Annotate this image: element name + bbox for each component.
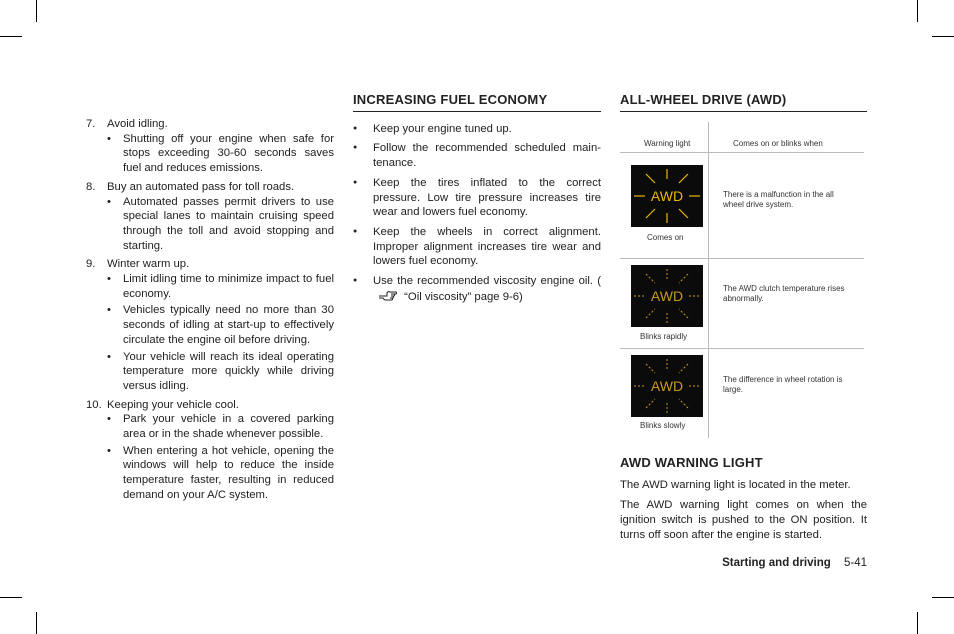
bullet-text: Use the recommended viscosity engine oil. ( xyxy=(373,275,601,288)
page-number: 5-41 xyxy=(843,557,867,569)
crop-mark xyxy=(917,612,918,634)
crop-mark xyxy=(0,597,22,598)
sub-bullet: • Shutting off your engine when safe for stops exceeding 30-60 seconds saves fuel and reduces emissions. xyxy=(86,132,334,176)
item-number: 10. xyxy=(86,398,102,411)
bullet-item: ● Keep the wheels in correct alignment. Improper alignment increases tire wear and lowers fuel economy. xyxy=(353,225,601,269)
sub-bullet: • Limit idling time to minimize impact to fuel economy. xyxy=(86,272,334,301)
right-column xyxy=(620,93,867,547)
crop-mark xyxy=(932,597,954,598)
paragraph: The AWD warning light comes on when the ignition switch is pushed to the ON position. It turns off soon after the engine is started. xyxy=(620,499,867,541)
crop-mark xyxy=(917,0,918,22)
lamp-text: AWD xyxy=(650,287,684,304)
bullet-item: ● Follow the recommended scheduled main-tenance. xyxy=(353,141,601,170)
figure-divider xyxy=(708,122,709,438)
item-text: Winter warm up. xyxy=(107,258,190,271)
figure-header-left: Warning light xyxy=(644,138,691,148)
list-item xyxy=(86,117,334,176)
sub-bullet: • Park your vehicle in a covered parking area or in the shade whenever possible. xyxy=(86,412,334,441)
figure-divider xyxy=(620,258,864,259)
item-number: 7. xyxy=(86,118,96,130)
paragraph: The AWD warning light is located in the meter. xyxy=(620,479,851,492)
crop-mark xyxy=(36,612,37,634)
cross-reference-link[interactable]: “Oil viscosity” page 9-6) xyxy=(404,290,523,303)
awd-lamp-blink-slow xyxy=(631,355,703,417)
sub-bullet: • Automated passes permit drivers to use special lanes to maintain cruising speed through the toll and avoid stopping and starting. xyxy=(86,195,334,254)
crop-mark xyxy=(0,36,22,37)
figure-header-right: Comes on or blinks when xyxy=(733,138,823,148)
lamp-caption: Blinks slowly xyxy=(640,420,686,430)
sub-bullet: • Vehicles typically need no more than 30 seconds of idling at start-up to effectively circulate the engine oil before driving. xyxy=(86,303,334,347)
list-item xyxy=(86,180,334,254)
section-heading: ALL-WHEEL DRIVE (AWD) xyxy=(620,93,867,112)
lamp-caption: Comes on xyxy=(647,232,684,242)
lamp-text: AWD xyxy=(650,187,684,204)
section-heading: INCREASING FUEL ECONOMY xyxy=(353,93,601,112)
item-text: Buy an automated pass for toll roads. xyxy=(107,180,295,193)
list-item xyxy=(86,398,334,503)
item-number: 8. xyxy=(86,180,96,193)
lamp-text: AWD xyxy=(650,377,684,394)
item-text: Avoid idling. xyxy=(107,118,168,130)
middle-column xyxy=(353,93,601,312)
crop-mark xyxy=(932,36,954,37)
figure-divider xyxy=(620,348,864,349)
lamp-description: The AWD clutch temperature rises abnormally. xyxy=(723,283,845,303)
footer-section: Starting and driving xyxy=(722,557,831,569)
awd-warning-light-figure xyxy=(620,122,864,438)
lamp-description: There is a malfunction in the all wheel drive system. xyxy=(723,189,834,209)
list-item xyxy=(86,257,334,393)
left-column xyxy=(86,117,334,507)
bullet-item: ● Keep the tires inflated to the correct pressure. Low tire pressure increases tire wear and lowers fuel economy. xyxy=(353,176,601,220)
awd-lamp-blink-rapid xyxy=(631,265,703,327)
bullet-item: ● Keep your engine tuned up. xyxy=(353,122,601,137)
lamp-description: The difference in wheel rotation is large. xyxy=(723,374,843,394)
bullet-item xyxy=(353,274,601,307)
crop-mark xyxy=(36,0,37,22)
figure-divider xyxy=(620,152,864,153)
item-text: Keeping your vehicle cool. xyxy=(107,398,239,411)
awd-lamp-on xyxy=(631,165,703,227)
page-footer xyxy=(722,557,867,569)
pointing-hand-icon xyxy=(378,289,398,308)
sub-bullet: • When entering a hot vehicle, opening the windows will help to reduce the inside temperature faster, resulting in reduced demand on your A/C system. xyxy=(86,444,334,503)
item-number: 9. xyxy=(86,258,96,271)
sub-bullet: • Your vehicle will reach its ideal operating temperature more quickly while driving versus idling. xyxy=(86,350,334,394)
lamp-caption: Blinks rapidly xyxy=(640,331,688,341)
subsection-heading: AWD WARNING LIGHT xyxy=(620,454,763,470)
